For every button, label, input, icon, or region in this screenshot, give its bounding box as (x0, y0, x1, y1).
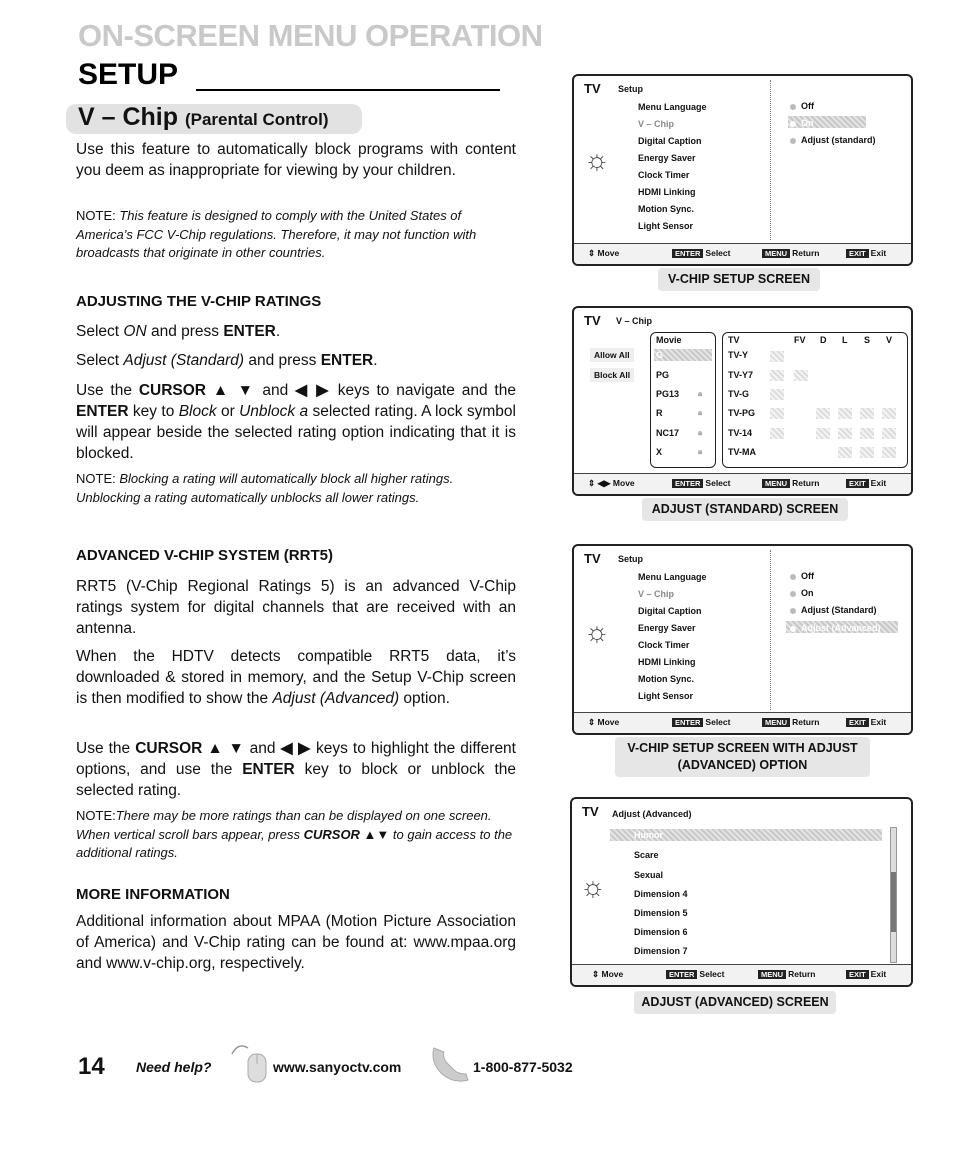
return-label: Return (788, 969, 816, 979)
text: option. (399, 690, 450, 707)
option-label: Adjust (Advanced) (801, 623, 881, 633)
text: and (255, 382, 296, 399)
exit-label: Exit (870, 969, 887, 979)
text: and press (244, 352, 321, 369)
radio-icon (790, 626, 796, 632)
divider (770, 80, 772, 240)
adjust-advanced-value: Adjust (Advanced) (272, 690, 400, 707)
cursor-keys: CURSOR ▲ ▼ (138, 382, 256, 399)
option-label: On (801, 588, 814, 598)
move-label: Move (601, 969, 624, 979)
col-fv: FV (794, 335, 806, 345)
select-label: Select (705, 248, 731, 258)
section-heading: ON-SCREEN MENU OPERATION (78, 18, 543, 53)
phone-icon (428, 1044, 472, 1084)
enter-keycap: ENTER (672, 718, 703, 727)
enter-keycap: ENTER (672, 479, 703, 488)
text: When the HDTV detects compatible RRT5 data, it’s downloaded & stored in memory, and the Setup V-Chip screen is then modified to show the (76, 648, 516, 707)
enter-key (672, 248, 730, 258)
text: selected rating. A lock symbol will appear beside the selected rating option indicating that it is blocked. (76, 403, 516, 462)
caption-setup-screen: V-CHIP SETUP SCREEN (658, 268, 820, 291)
menu-item-energy-saver[interactable]: Energy Saver (638, 153, 696, 163)
note-label: NOTE (76, 208, 113, 223)
note-label: NOTE: (76, 808, 116, 823)
exit-key (846, 248, 886, 258)
rating-cell[interactable] (838, 408, 852, 419)
caption-line-1: V-CHIP SETUP SCREEN WITH ADJUST (627, 741, 858, 755)
rating-cell[interactable] (770, 351, 784, 362)
mascot-icon: ☼ (584, 144, 610, 175)
menu-item-hdmi-linking[interactable]: HDMI Linking (638, 657, 696, 667)
exit-key (846, 969, 886, 979)
option-label: Off (801, 571, 814, 581)
caption-line-2: (ADVANCED) OPTION (677, 758, 808, 772)
col-d: D (820, 335, 827, 345)
key-bar (574, 473, 911, 494)
text: Select (76, 323, 124, 340)
enter-key: ENTER (320, 352, 374, 369)
text: to gain access to the additional ratings. (76, 826, 513, 860)
key-bar (574, 243, 911, 264)
caption-setup-advanced-screen (615, 737, 870, 777)
enter-key (666, 969, 724, 979)
menu-item-clock-timer[interactable]: Clock Timer (638, 170, 690, 180)
tv-label: TV (584, 313, 601, 328)
option-label: On (801, 118, 814, 128)
divider (770, 550, 772, 710)
lock-icon: 🔒︎ (698, 408, 703, 417)
highlight-paragraph (76, 738, 516, 801)
blocking-note-text: Blocking a rating will automatically block all higher ratings. Unblocking a rating automatically unblocks all lower ratings. (76, 471, 454, 505)
breadcrumb: Setup (618, 554, 644, 564)
menu-item-clock-timer[interactable]: Clock Timer (638, 640, 690, 650)
breadcrumb: V – Chip (616, 316, 653, 326)
rating-cell[interactable] (860, 408, 874, 419)
rating-tv-g[interactable]: TV-G (728, 389, 750, 399)
topic-title (78, 103, 329, 132)
option-label: Off (801, 101, 814, 111)
rating-cell[interactable] (816, 408, 830, 419)
rating-cell[interactable] (770, 389, 784, 400)
text: or (216, 403, 240, 420)
cursor-keys: CURSOR ▲ ▼ (135, 740, 245, 757)
page-number: 14 (78, 1053, 105, 1080)
rrt5-paragraph: RRT5 (V-Chip Regional Ratings 5) is an advanced V-Chip ratings system for digital channels that are received with an antenna. (76, 578, 516, 637)
step-select-on (76, 321, 516, 342)
category-humor[interactable]: Humor (634, 830, 663, 840)
menu-item-light-sensor[interactable]: Light Sensor (638, 691, 694, 701)
adjust-standard-value: Adjust (Standard) (123, 352, 245, 369)
menu-keycap: MENU (762, 249, 790, 258)
text: . (373, 352, 378, 369)
lock-icon: 🔒︎ (698, 447, 703, 456)
rating-cell[interactable] (882, 408, 896, 419)
menu-key (762, 248, 819, 258)
exit-keycap: EXIT (846, 249, 869, 258)
menu-item-hdmi-linking[interactable]: HDMI Linking (638, 187, 696, 197)
menu-item-motion-sync[interactable]: Motion Sync. (638, 674, 694, 684)
block-all-button[interactable]: Block All (590, 368, 634, 382)
move-key: ⇕ Move (588, 717, 620, 727)
option-on[interactable] (790, 588, 814, 598)
arrow-keys: ◀ ▶ (280, 740, 311, 757)
category-dimension-5[interactable]: Dimension 5 (634, 908, 688, 918)
tv-label: TV (584, 551, 601, 566)
block-word: Block (178, 403, 217, 420)
select-label: Select (705, 478, 731, 488)
rating-movie-pg[interactable]: PG (656, 370, 670, 380)
enter-key: ENTER (242, 761, 295, 778)
lock-icon: 🔒︎ (698, 389, 703, 398)
navigate-paragraph (76, 380, 516, 464)
return-label: Return (792, 248, 820, 258)
more-info-paragraph: Additional information about MPAA (Motion Picture Association of America) and V-Chip rating can be found at: www.mpaa.org and www.v-chip.org, respectively. (76, 913, 516, 972)
rating-cell[interactable] (770, 370, 784, 381)
exit-key (846, 717, 886, 727)
select-label: Select (699, 969, 725, 979)
radio-icon (790, 121, 796, 127)
option-adjust-standard[interactable] (790, 135, 876, 145)
col-v: V (886, 335, 893, 345)
rating-movie-r[interactable]: R (656, 408, 663, 418)
key-bar (572, 964, 911, 985)
move-label: Move (597, 248, 620, 258)
adjust-standard-screen (572, 306, 913, 496)
page-title: SETUP (78, 58, 179, 91)
exit-keycap: EXIT (846, 718, 869, 727)
caption-standard-screen: ADJUST (STANDARD) SCREEN (642, 498, 848, 521)
text: Select (76, 352, 124, 369)
vertical-scrollbar[interactable] (890, 827, 897, 963)
menu-key (758, 969, 815, 979)
return-label: Return (792, 717, 820, 727)
tv-label: TV (582, 804, 599, 819)
category-dimension-4[interactable]: Dimension 4 (634, 889, 688, 899)
lock-icon: 🔒︎ (698, 428, 703, 437)
return-label: Return (792, 478, 820, 488)
menu-item-language[interactable]: Menu Language (638, 572, 707, 582)
hdtv-detect-paragraph (76, 646, 516, 709)
radio-icon (790, 574, 796, 580)
topic-title-main: V – Chip (78, 103, 179, 131)
step-select-adjust (76, 350, 516, 371)
scroll-note-text: There may be more ratings than can be displayed on one screen. When vertical scroll bars appear, press (76, 808, 492, 842)
category-sexual[interactable]: Sexual (634, 870, 664, 880)
move-label: Move (612, 478, 635, 488)
rating-tv-pg[interactable]: TV-PG (728, 408, 756, 418)
category-dimension-6[interactable]: Dimension 6 (634, 927, 688, 937)
text: keys to highlight the different options, and use the (76, 740, 516, 778)
vchip-setup-advanced-screen (572, 544, 913, 735)
rating-tv-ma[interactable]: TV-MA (728, 447, 756, 457)
menu-item-vchip[interactable]: V – Chip (638, 119, 675, 129)
rating-tv-14[interactable]: TV-14 (728, 428, 753, 438)
tv-label: TV (584, 81, 601, 96)
col-s: S (864, 335, 871, 345)
title-underline (196, 89, 500, 91)
text: . (275, 323, 281, 340)
move-label: Move (597, 717, 620, 727)
exit-keycap: EXIT (846, 970, 869, 979)
more-info-heading: MORE INFORMATION (76, 886, 230, 903)
rating-tv-y7[interactable]: TV-Y7 (728, 370, 754, 380)
phone-number: 1-800-877-5032 (473, 1059, 573, 1075)
rating-cell[interactable] (838, 428, 852, 439)
exit-key (846, 478, 886, 488)
move-key: ⇕ Move (592, 969, 624, 979)
option-off[interactable] (790, 101, 814, 111)
rating-movie-pg13[interactable]: PG13 (656, 389, 680, 399)
exit-label: Exit (870, 717, 887, 727)
text: keys to navigate and the (330, 382, 516, 399)
rating-tv-y[interactable]: TV-Y (728, 350, 749, 360)
intro-note (76, 207, 516, 263)
arrow-keys: ◀ ▶ (295, 382, 331, 399)
cursor-keys: CURSOR ▲▼ (303, 826, 390, 842)
category-dimension-7[interactable]: Dimension 7 (634, 946, 688, 956)
menu-keycap: MENU (762, 479, 790, 488)
adjust-advanced-screen (570, 797, 913, 987)
option-off[interactable] (790, 571, 814, 581)
allow-all-button[interactable]: Allow All (590, 348, 634, 362)
exit-keycap: EXIT (846, 479, 869, 488)
text: key to block or unblock the selected rating. (76, 761, 516, 799)
menu-key (762, 717, 819, 727)
rating-cell[interactable] (770, 428, 784, 439)
help-label: Need help? (136, 1059, 212, 1075)
text: and (244, 740, 281, 757)
vchip-setup-screen (572, 74, 913, 266)
key-bar (574, 712, 911, 733)
menu-keycap: MENU (758, 970, 786, 979)
rating-movie-x[interactable]: X (656, 447, 663, 457)
menu-key (762, 478, 819, 488)
scroll-note (76, 807, 516, 863)
rating-movie-g[interactable]: G (656, 350, 664, 360)
text: Use the (76, 740, 136, 757)
option-adjust-standard[interactable] (790, 605, 877, 615)
caption-advanced-screen: ADJUST (ADVANCED) SCREEN (634, 991, 836, 1014)
menu-item-digital-caption[interactable]: Digital Caption (638, 136, 702, 146)
topic-title-sub: (Parental Control) (184, 110, 329, 129)
menu-item-light-sensor[interactable]: Light Sensor (638, 221, 694, 231)
rating-cell[interactable] (838, 447, 852, 458)
category-scare[interactable]: Scare (634, 850, 659, 860)
intro-paragraph: Use this feature to automatically block programs with content you deem as inappropriate for viewing by your children. (76, 141, 516, 179)
radio-icon (790, 138, 796, 144)
enter-key (672, 717, 730, 727)
text: and press (146, 323, 224, 340)
movie-header: Movie (656, 335, 682, 345)
radio-icon (790, 104, 796, 110)
exit-label: Exit (870, 248, 887, 258)
move-key: ⇕ Move (588, 248, 620, 258)
menu-item-energy-saver[interactable]: Energy Saver (638, 623, 696, 633)
rating-cell[interactable] (770, 408, 784, 419)
scrollbar-thumb[interactable] (891, 872, 896, 932)
rating-cell[interactable] (860, 447, 874, 458)
menu-item-language[interactable]: Menu Language (638, 102, 707, 112)
mascot-icon: ☼ (580, 871, 606, 902)
intro-note-text: This feature is designed to comply with the United States of America’s FCC V-Chip regulations. Therefore, it may not function with broadcasts that originate in other countries. (76, 208, 477, 260)
note-colon: : (112, 471, 120, 486)
option-label: Adjust (standard) (801, 135, 876, 145)
enter-key: ENTER (76, 403, 129, 420)
text: key to (128, 403, 179, 420)
rating-cell[interactable] (882, 428, 896, 439)
option-adjust-advanced[interactable] (790, 623, 881, 633)
enter-keycap: ENTER (666, 970, 697, 979)
blocking-note (76, 470, 516, 507)
on-value: ON (123, 323, 147, 340)
mascot-icon: ☼ (584, 616, 610, 647)
rating-cell[interactable] (816, 428, 830, 439)
advanced-heading: ADVANCED V-CHIP SYSTEM (RRT5) (76, 547, 333, 564)
breadcrumb: Setup (618, 84, 644, 94)
exit-label: Exit (870, 478, 887, 488)
select-label: Select (705, 717, 731, 727)
menu-item-motion-sync[interactable]: Motion Sync. (638, 204, 694, 214)
col-l: L (842, 335, 848, 345)
text: Use the (76, 382, 139, 399)
radio-icon (790, 591, 796, 597)
rating-movie-nc17[interactable]: NC17 (656, 428, 680, 438)
move-key: ⇕ ◀▶ Move (588, 478, 635, 488)
radio-icon (790, 608, 796, 614)
enter-keycap: ENTER (672, 249, 703, 258)
menu-item-vchip[interactable]: V – Chip (638, 589, 675, 599)
rating-cell[interactable] (860, 428, 874, 439)
website-link[interactable]: www.sanyoctv.com (273, 1059, 402, 1075)
note-label: NOTE (76, 471, 113, 486)
unblock-word: Unblock a (239, 403, 309, 420)
option-on[interactable] (790, 118, 814, 128)
enter-key (672, 478, 730, 488)
rating-cell[interactable] (882, 447, 896, 458)
option-label: Adjust (Standard) (801, 605, 877, 615)
tv-header: TV (728, 335, 740, 345)
mouse-icon (230, 1040, 270, 1084)
adjusting-heading: ADJUSTING THE V-CHIP RATINGS (76, 293, 322, 310)
enter-key: ENTER (223, 323, 276, 340)
menu-item-digital-caption[interactable]: Digital Caption (638, 606, 702, 616)
note-colon: : (112, 208, 120, 223)
rating-cell[interactable] (794, 370, 808, 381)
menu-keycap: MENU (762, 718, 790, 727)
breadcrumb: Adjust (Advanced) (612, 809, 692, 819)
